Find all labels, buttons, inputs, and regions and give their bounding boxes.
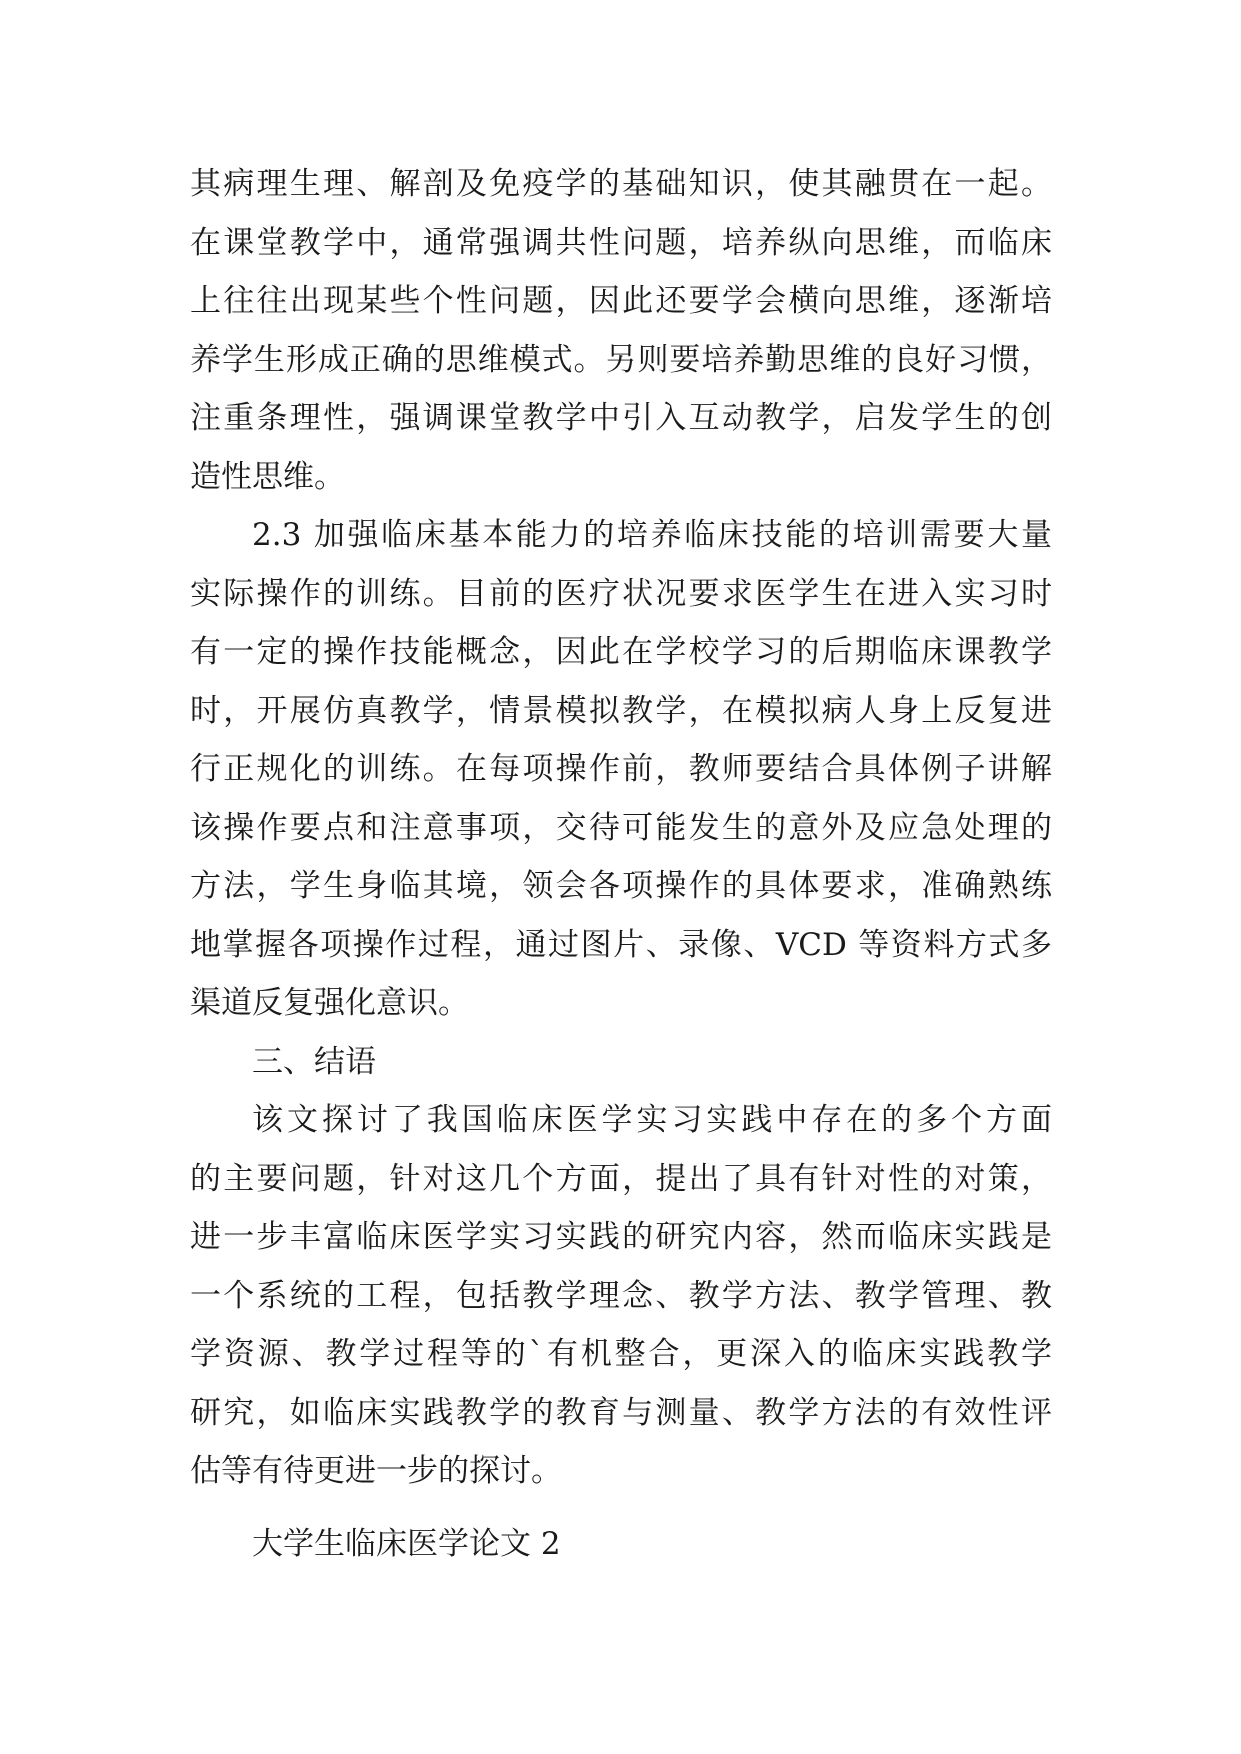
text-line: 该文探讨了我国临床医学实习实践中存在的多个方面 bbox=[252, 1102, 1052, 1138]
text-line: 一个系统的工程，包括教学理念、教学方法、教学管理、教 bbox=[190, 1277, 1052, 1314]
paragraph-clinical-skills bbox=[190, 506, 1052, 1033]
text-line: 该操作要点和注意事项，交待可能发生的意外及应急处理的 bbox=[190, 809, 1052, 846]
text-line: 在课堂教学中，通常强调共性问题，培养纵向思维，而临床 bbox=[190, 224, 1052, 261]
text-line: 实际操作的训练。目前的医疗状况要求医学生在进入实习时 bbox=[190, 575, 1052, 612]
article-title: 大学生临床医学论文 2 bbox=[252, 1525, 561, 1562]
next-article-title bbox=[190, 1515, 1052, 1574]
section-heading-conclusion bbox=[190, 1033, 1052, 1092]
text-line: 造性思维。 bbox=[190, 458, 345, 495]
text-line: 其病理生理、解剖及免疫学的基础知识，使其融贯在一起。 bbox=[190, 166, 1052, 202]
text-line: 渠道反复强化意识。 bbox=[190, 985, 469, 1021]
text-line: 行正规化的训练。在每项操作前，教师要结合具体例子讲解 bbox=[190, 751, 1052, 787]
document-page bbox=[190, 155, 1052, 1573]
text-line: 学资源、教学过程等的`有机整合，更深入的临床实践教学 bbox=[190, 1336, 1052, 1372]
paragraph-pathophysiology bbox=[190, 155, 1052, 506]
text-line: 注重条理性，强调课堂教学中引入互动教学，启发学生的创 bbox=[190, 400, 1052, 436]
text-line: 研究，如临床实践教学的教育与测量、教学方法的有效性评 bbox=[190, 1394, 1052, 1431]
text-line: 2.3 加强临床基本能力的培养临床技能的培训需要大量 bbox=[252, 517, 1052, 553]
text-line: 的主要问题，针对这几个方面，提出了具有针对性的对策， bbox=[190, 1160, 1052, 1197]
text-line: 养学生形成正确的思维模式。另则要培养勤思维的良好习惯， bbox=[190, 341, 1052, 378]
text-line: 上往往出现某些个性问题，因此还要学会横向思维，逐渐培 bbox=[190, 283, 1052, 319]
paragraph-conclusion bbox=[190, 1091, 1052, 1501]
section-heading: 三、结语 bbox=[252, 1043, 376, 1080]
text-line: 有一定的操作技能概念，因此在学校学习的后期临床课教学 bbox=[190, 634, 1052, 670]
text-line: 时，开展仿真教学，情景模拟教学，在模拟病人身上反复进 bbox=[190, 692, 1052, 729]
text-line: 地掌握各项操作过程，通过图片、录像、VCD 等资料方式多 bbox=[190, 926, 1052, 963]
text-line: 方法，学生身临其境，领会各项操作的具体要求，准确熟练 bbox=[190, 868, 1052, 904]
text-line: 进一步丰富临床医学实习实践的研究内容，然而临床实践是 bbox=[190, 1219, 1052, 1255]
text-line: 估等有待更进一步的探讨。 bbox=[190, 1453, 562, 1489]
